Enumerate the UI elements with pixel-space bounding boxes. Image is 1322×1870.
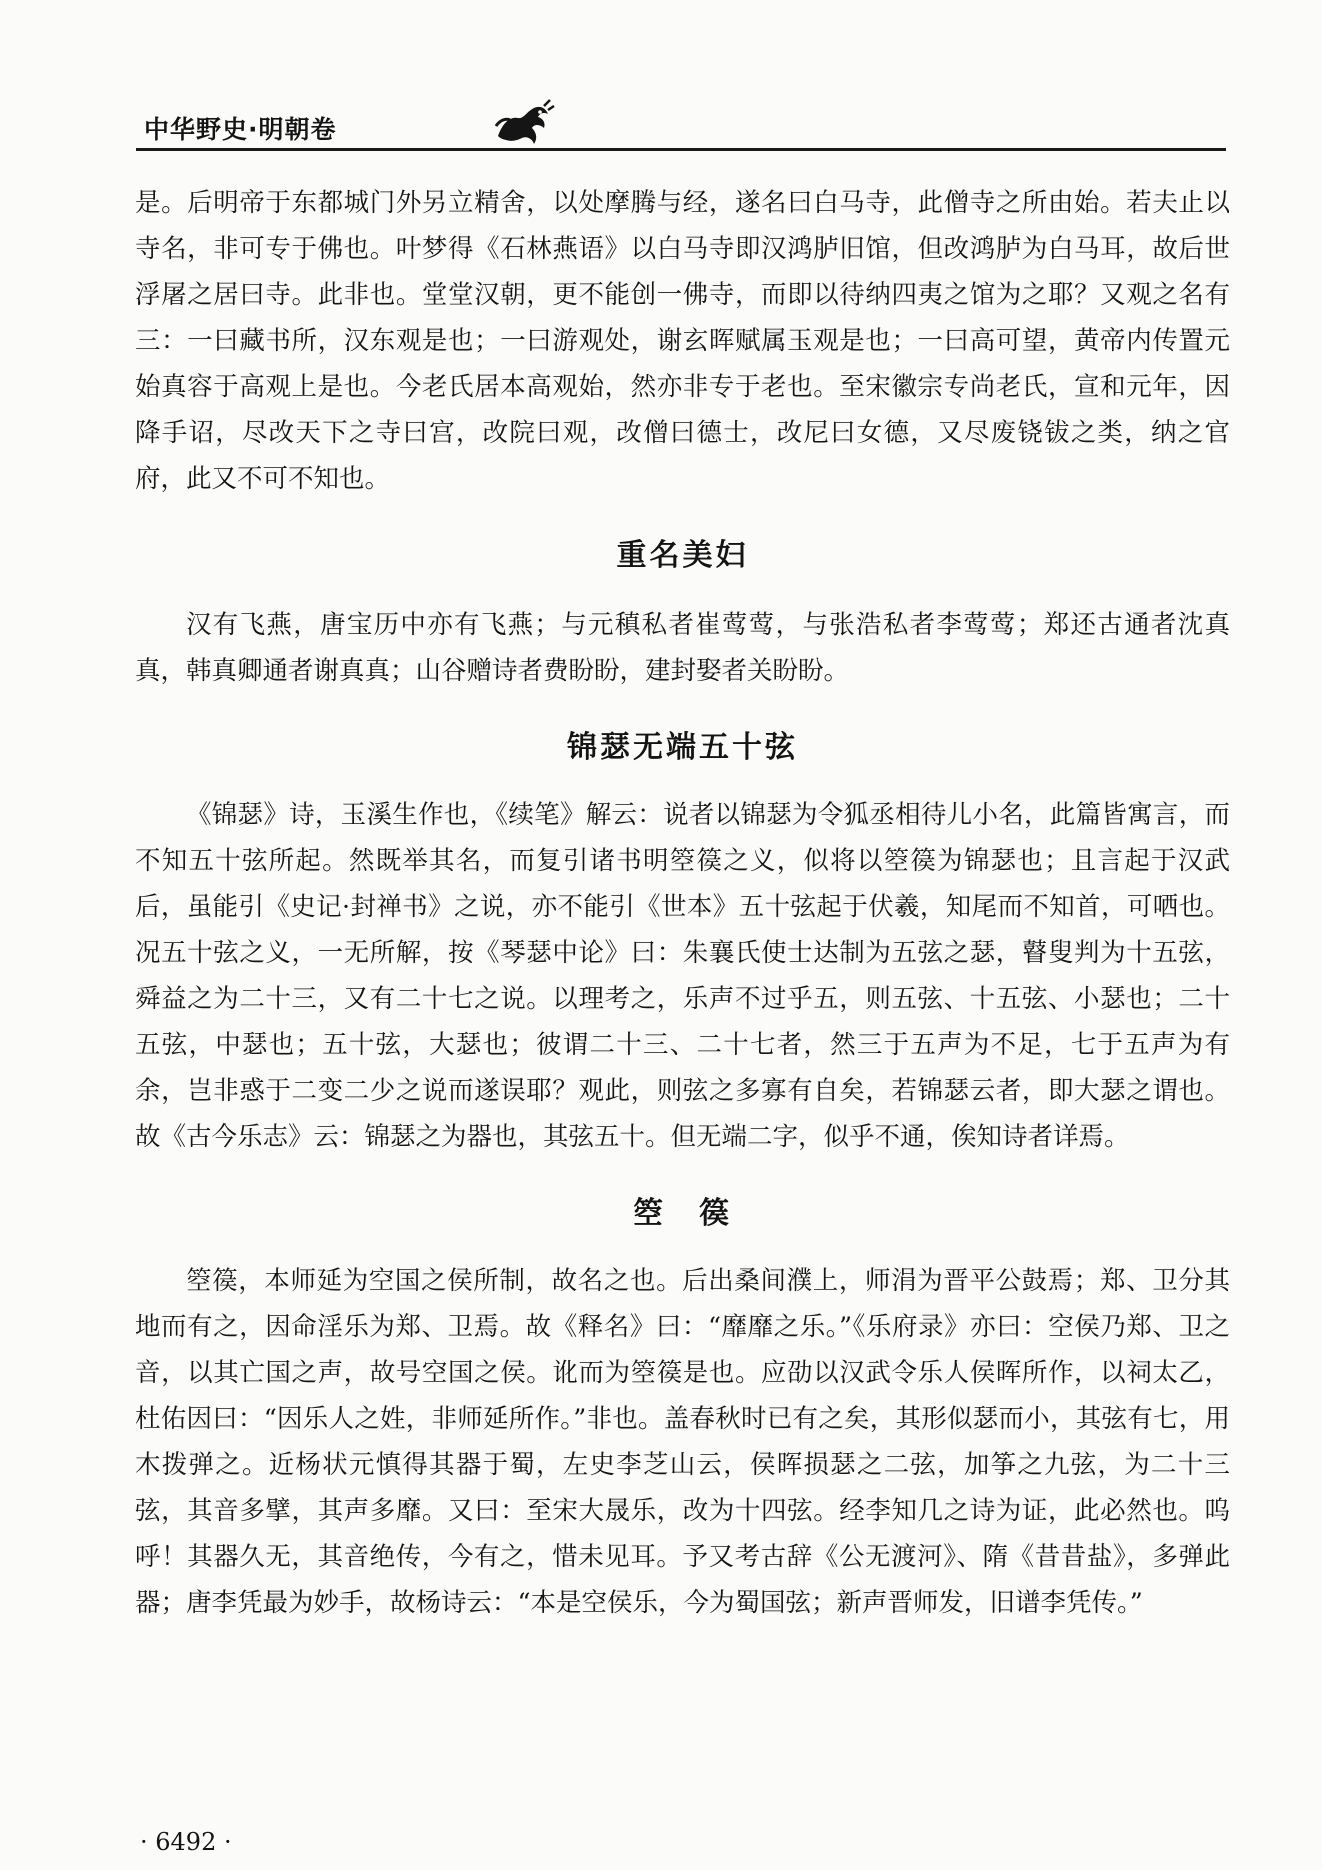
header-rule xyxy=(136,148,1226,151)
section-paragraph: 《锦瑟》诗，玉溪生作也，《续笔》解云：说者以锦瑟为令狐丞相待儿小名，此篇皆寓言，而不知五十弦所起。然既举其名，而复引诸书明箜篌之义，似将以箜篌为锦瑟也；且言起于汉武后，虽能引《史记·封禅书》之说，亦不能引《世本》五十弦起于伏羲，知尾而不知首，可哂也。况五十弦之义，一无所解，按《琴瑟中论》曰：朱襄氏使士达制为五弦之瑟，瞽叟判为十五弦，舜益之为二十三，又有二十七之说。以理考之，乐声不过乎五，则五弦、十五弦、小瑟也；二十五弦，中瑟也；五十弦，大瑟也；彼谓二十三、二十七者，然三于五声为不足，七于五声为有余，岂非惑于二变二少之说而遂误耶？观此，则弦之多寡有自矣，若锦瑟云者，即大瑟之谓也。故《古今乐志》云：锦瑟之为器也，其弦五十。但无端二字，似乎不通，俟知诗者详焉。 xyxy=(135,800,1230,1152)
intro-paragraph: 是。后明帝于东都城门外另立精舍，以处摩腾与经，遂名曰白马寺，此僧寺之所由始。若夫止以寺名，非可专于佛也。叶梦得《石林燕语》以白马寺即汉鸿胪旧馆，但改鸿胪为白马耳，故后世浮屠之居曰寺。此非也。堂堂汉朝，更不能创一佛寺，而即以待纳四夷之馆为之耶？又观之名有三：一曰藏书所，汉东观是也；一曰游观处，谢玄晖赋属玉观是也；一曰高可望，黄帝内传置元始真容于高观上是也。今老氏居本高观始，然亦非专于老也。至宋徽宗专尚老氏，宣和元年，因降手诏，尽改天下之寺曰宫，改院曰观，改僧曰德士，改尼曰女德，又尽废铙钹之类，纳之官府，此又不可不知也。 xyxy=(135,188,1230,494)
running-header-title: 中华野史·明朝卷 xyxy=(144,115,337,144)
section-paragraph: 汉有飞燕，唐宝历中亦有飞燕；与元稹私者崔莺莺，与张浩私者李莺莺；郑还古通者沈真真，韩真卿通者谢真真；山谷赠诗者费盼盼，建封娶者关盼盼。 xyxy=(135,610,1230,686)
dragon-emblem-icon xyxy=(488,96,558,152)
page-number: · 6492 · xyxy=(140,1828,232,1856)
running-header xyxy=(136,96,1226,152)
section-title: 锦瑟无端五十弦 xyxy=(567,730,798,765)
section-paragraph: 箜篌，本师延为空国之侯所制，故名之也。后出桑间濮上，师涓为晋平公鼓焉；郑、卫分其地而有之，因命淫乐为郑、卫焉。故《释名》曰：“靡靡之乐。”《乐府录》亦曰：空侯乃郑、卫之音，以其亡国之声，故号空国之侯。讹而为箜篌是也。应劭以汉武令乐人侯晖所作，以祠太乙，杜佑因曰：“因乐人之姓，非师延所作。”非也。盖春秋时已有之矣，其形似瑟而小，其弦有七，用木拨弹之。近杨状元慎得其器于蜀，左史李芝山云，侯晖损瑟之二弦，加筝之九弦，为二十三弦，其音多擘，其声多靡。又曰：至宋大晟乐，改为十四弦。经李知几之诗为证，此必然也。呜呼！其器久无，其音绝传，今有之，惜未见耳。予又考古辞《公无渡河》、隋《昔昔盐》，多弹此器；唐李凭最为妙手，故杨诗云：“本是空侯乐，今为蜀国弦；新声晋师发，旧谱李凭传。” xyxy=(135,1266,1230,1618)
section-title: 箜 篌 xyxy=(633,1196,732,1231)
section-title: 重名美妇 xyxy=(616,538,749,573)
page-body xyxy=(135,180,1230,1626)
